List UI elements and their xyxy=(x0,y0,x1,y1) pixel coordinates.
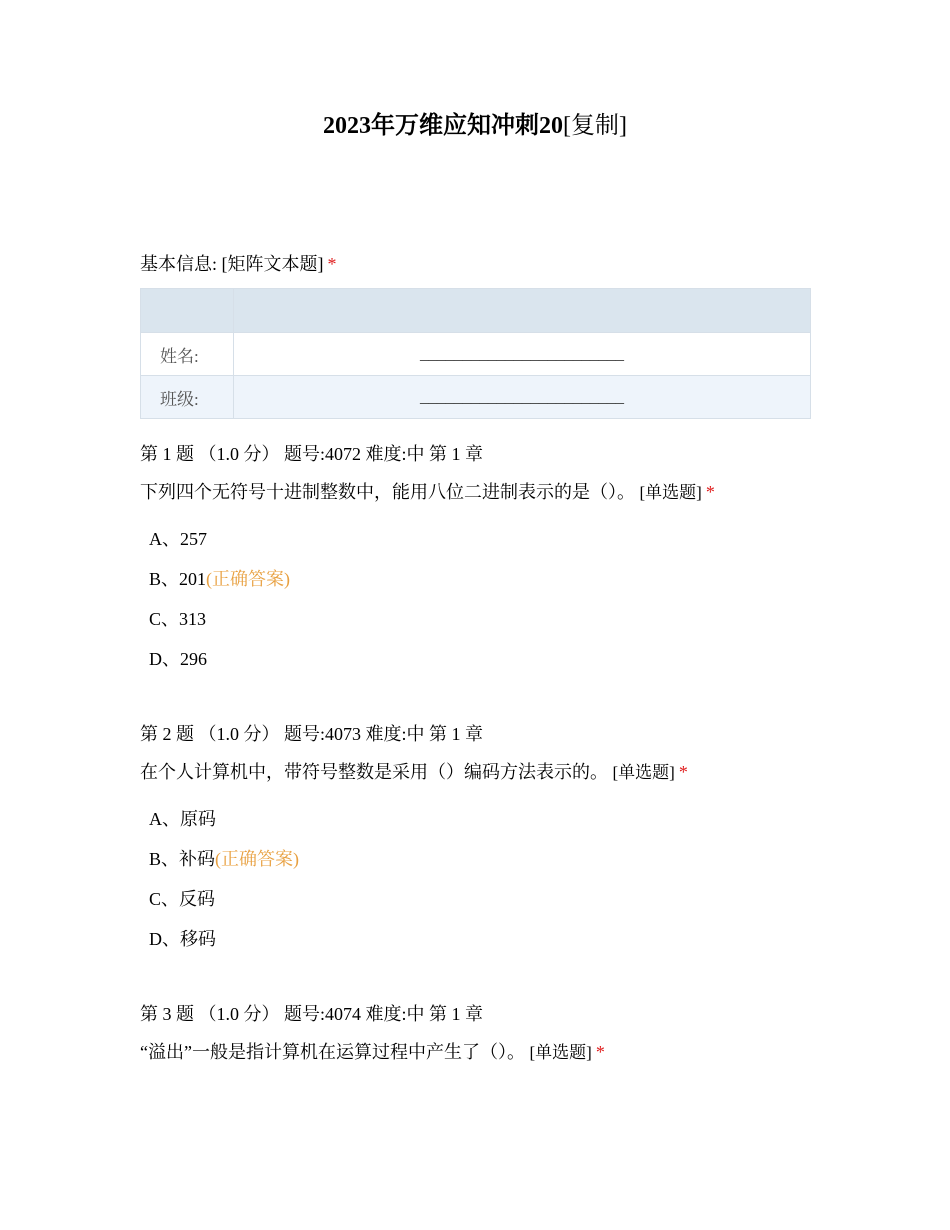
question-1-option-c[interactable] xyxy=(149,607,206,631)
basic-info-title: 基本信息: xyxy=(140,254,218,274)
question-2-option-a[interactable] xyxy=(149,807,216,831)
question-2-meta: 第 2 题 （1.0 分） 题号:4073 难度:中 第 1 章 xyxy=(140,724,484,744)
question-1-option-d[interactable] xyxy=(149,647,207,671)
name-blank[interactable]: ________________________ xyxy=(420,344,624,363)
question-3-meta: 第 3 题 （1.0 分） 题号:4074 难度:中 第 1 章 xyxy=(140,1004,484,1024)
matrix-row-class xyxy=(141,376,811,419)
correct-answer-tag: (正确答案) xyxy=(206,569,291,589)
question-2-stem xyxy=(140,760,688,785)
basic-info-label xyxy=(140,252,337,276)
question-1-type: [单选题] xyxy=(639,483,702,502)
class-input[interactable] xyxy=(234,376,811,419)
question-2-text: 在个人计算机中，带符号整数是采用（）编码方法表示的。 xyxy=(140,762,608,782)
question-1-stem xyxy=(140,480,715,505)
class-blank[interactable]: ________________________ xyxy=(420,387,624,406)
option-text: C、313 xyxy=(149,609,207,629)
question-1-option-a[interactable] xyxy=(149,527,207,551)
required-mark: * xyxy=(705,482,715,502)
correct-answer-tag: (正确答案) xyxy=(215,849,300,869)
basic-info-type: [矩阵文本题] xyxy=(221,254,324,274)
question-1-option-b[interactable] xyxy=(149,567,290,591)
option-text: A、原码 xyxy=(149,809,216,829)
question-3-stem xyxy=(140,1040,605,1065)
question-2-option-b[interactable] xyxy=(149,847,299,871)
matrix-row-name xyxy=(141,333,811,376)
name-input[interactable] xyxy=(234,333,811,376)
required-mark: * xyxy=(678,762,688,782)
matrix-header-row xyxy=(141,289,811,333)
required-mark: * xyxy=(595,1042,605,1062)
question-2-option-d[interactable] xyxy=(149,927,216,951)
page-title-suffix: [复制] xyxy=(563,113,627,139)
matrix-header-cell xyxy=(234,289,811,333)
basic-info-matrix xyxy=(140,288,811,419)
option-text: C、反码 xyxy=(149,889,216,909)
page-title-main: 2023年万维应知冲刺20 xyxy=(323,113,563,139)
question-2-option-c[interactable] xyxy=(149,887,215,911)
option-text: D、移码 xyxy=(149,929,216,949)
question-3-text: “溢出”一般是指计算机在运算过程中产生了（）。 xyxy=(140,1042,525,1062)
question-3-type: [单选题] xyxy=(529,1043,592,1062)
option-text: B、补码 xyxy=(149,849,216,869)
question-1-meta: 第 1 题 （1.0 分） 题号:4072 难度:中 第 1 章 xyxy=(140,444,484,464)
page-title xyxy=(0,110,950,142)
option-text: B、201 xyxy=(149,569,207,589)
question-1-text: 下列四个无符号十进制整数中，能用八位二进制表示的是（）。 xyxy=(140,482,635,502)
class-label: 班级: xyxy=(141,376,234,419)
required-mark: * xyxy=(327,254,337,274)
option-text: A、257 xyxy=(149,529,207,549)
question-2-type: [单选题] xyxy=(612,763,675,782)
name-label: 姓名: xyxy=(141,333,234,376)
matrix-header-corner xyxy=(141,289,234,333)
option-text: D、296 xyxy=(149,649,207,669)
